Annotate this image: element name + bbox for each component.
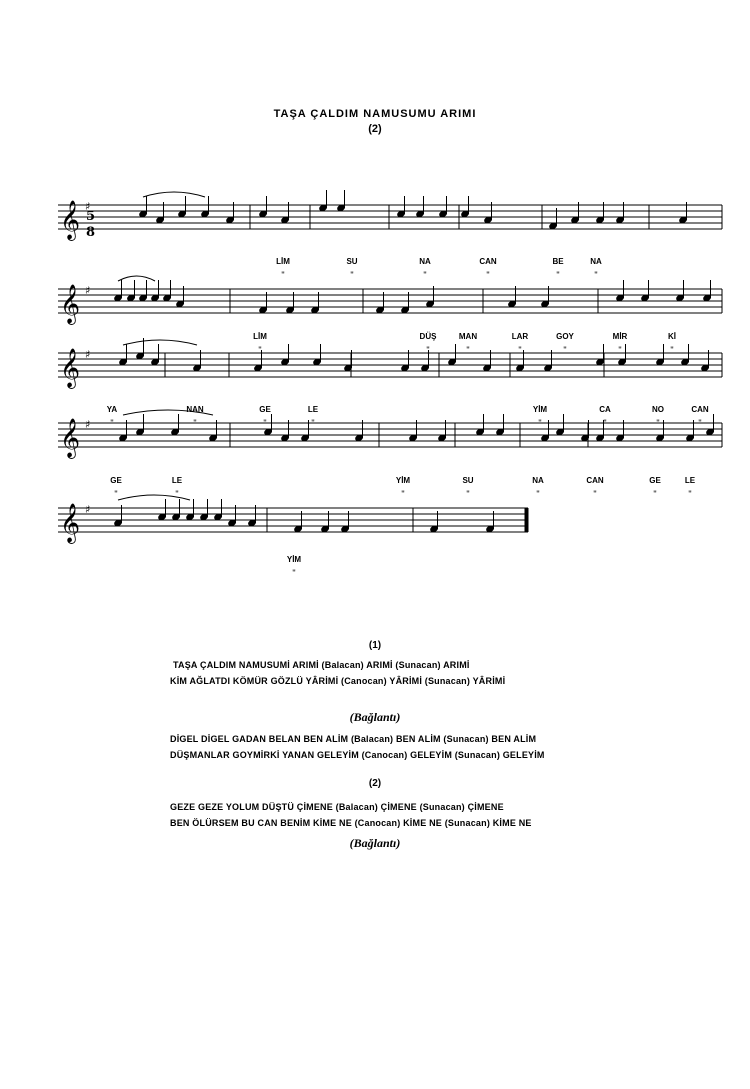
- ditto-mark: ": [593, 489, 597, 499]
- lyric-syllable: LAR: [511, 332, 529, 341]
- ditto-mark: ": [670, 345, 674, 355]
- verse-1-line-2: KİM AĞLATDI KÖMÜR GÖZLÜ YÂRİMİ (Canocan) YÂRİMİ (Sunacan) YÂRİMİ: [170, 676, 506, 686]
- ditto-mark: ": [466, 345, 470, 355]
- lyric-syllable: CAN: [691, 405, 709, 414]
- staves: [58, 205, 722, 532]
- treble-clef-icon: 𝄞: [60, 200, 81, 240]
- ditto-mark: ": [401, 489, 405, 499]
- song-title: TAŞA ÇALDIM NAMUSUMU ARIMI: [273, 108, 477, 120]
- lyric-syllable: SU: [346, 257, 358, 266]
- lyric-syllable: GE: [259, 405, 271, 414]
- ditto-mark: ": [175, 489, 179, 499]
- lyric-syllable: GOY: [556, 332, 574, 341]
- lyric-syllable: CA: [599, 405, 611, 414]
- sharp-icon: ♯: [85, 418, 91, 431]
- lyric-syllable: YİM: [532, 405, 548, 414]
- refrain-line-1: DİGEL DİGEL GADAN BELAN BEN ALİM (Balacan) BEN ALİM (Sunacan) BEN ALİM: [170, 734, 537, 744]
- ditto-mark: ": [594, 270, 598, 280]
- ditto-mark: ": [466, 489, 470, 499]
- verse-1-label: (1): [368, 640, 382, 651]
- lyric-syllable: LİM: [253, 332, 267, 341]
- lyric-syllable: LE: [684, 476, 696, 485]
- ditto-mark: ": [656, 418, 660, 428]
- treble-clef-icon: 𝄞: [60, 503, 81, 543]
- lyric-syllable: YİM: [286, 555, 302, 564]
- ditto-mark: ": [688, 489, 692, 499]
- ditto-mark: ": [518, 345, 522, 355]
- sharp-icon: ♯: [85, 348, 91, 361]
- lyric-syllable: NO: [652, 405, 664, 414]
- lyric-syllable: LİM: [276, 257, 290, 266]
- ditto-mark: ": [350, 270, 354, 280]
- ditto-mark: ": [114, 489, 118, 499]
- lyric-syllable: NA: [532, 476, 544, 485]
- time-signature-top: 5: [86, 209, 96, 224]
- lyric-syllable: CAN: [479, 257, 497, 266]
- ditto-mark: ": [263, 418, 267, 428]
- verse-2-line-2: BEN ÖLÜRSEM BU CAN BENİM KİME NE (Canocan) KİME NE (Sunacan) KİME NE: [170, 818, 532, 828]
- verse-2-line-1: GEZE GEZE YOLUM DÜŞTÜ ÇİMENE (Balacan) ÇİMENE (Sunacan) ÇİMENE: [170, 802, 504, 812]
- lyric-syllable: GE: [110, 476, 122, 485]
- ditto-mark: ": [281, 270, 285, 280]
- slur: [118, 276, 155, 281]
- verse-2-label: (2): [368, 778, 382, 789]
- lyric-syllable: YA: [106, 405, 118, 414]
- sharp-icon: ♯: [85, 200, 91, 213]
- ditto-mark: ": [538, 418, 542, 428]
- treble-clef-icon: 𝄞: [60, 418, 81, 458]
- ditto-mark: ": [563, 345, 567, 355]
- treble-clef-icon: 𝄞: [60, 348, 81, 388]
- ditto-mark: ": [653, 489, 657, 499]
- ditto-mark: ": [486, 270, 490, 280]
- lyric-syllable: YİM: [395, 476, 411, 485]
- treble-clef-icon: 𝄞: [60, 284, 81, 324]
- sharp-icon: ♯: [85, 503, 91, 516]
- slur: [123, 340, 197, 345]
- lyric-syllable: DÜŞ: [419, 332, 437, 341]
- slur: [143, 192, 205, 197]
- lyric-syllable: SU: [462, 476, 474, 485]
- lyric-syllable: BE: [552, 257, 564, 266]
- time-signature: [86, 209, 95, 240]
- ditto-mark: ": [618, 345, 622, 355]
- refrain-line-2: DÜŞMANLAR GOYMİRKİ YANAN GELEYİM (Canocan) GELEYİM (Sunacan) GELEYİM: [170, 750, 545, 760]
- ditto-mark: ": [311, 418, 315, 428]
- ditto-mark: ": [556, 270, 560, 280]
- lyric-syllable: NAN: [186, 405, 204, 414]
- ditto-mark: ": [698, 418, 702, 428]
- ditto-mark: ": [110, 418, 114, 428]
- ditto-mark: ": [292, 568, 296, 578]
- lyric-syllable: LE: [171, 476, 183, 485]
- lyric-syllable: NA: [419, 257, 431, 266]
- ditto-mark: ": [423, 270, 427, 280]
- lyrics-layer: [107, 257, 709, 578]
- lyric-syllable: Kİ: [668, 332, 676, 341]
- ditto-mark: ": [426, 345, 430, 355]
- lyric-syllable: CAN: [586, 476, 604, 485]
- sharp-icon: ♯: [85, 284, 91, 297]
- verse-1-line-1: TAŞA ÇALDIM NAMUSUMİ ARIMİ (Balacan) ARIMİ (Sunacan) ARIMİ: [173, 660, 470, 670]
- refrain-label-2: (Bağlantı): [349, 836, 401, 850]
- time-signature-bottom: 8: [86, 225, 96, 240]
- ditto-mark: ": [536, 489, 540, 499]
- ditto-mark: ": [603, 418, 607, 428]
- ditto-mark: ": [193, 418, 197, 428]
- ditto-mark: ": [258, 345, 262, 355]
- lyric-syllable: LE: [307, 405, 319, 414]
- song-subtitle: (2): [368, 123, 382, 135]
- lyric-syllable: GE: [649, 476, 661, 485]
- notes: [60, 190, 715, 544]
- lyric-syllable: MAN: [458, 332, 478, 341]
- lyric-syllable: MİR: [612, 332, 628, 341]
- lyric-syllable: NA: [590, 257, 602, 266]
- refrain-label-1: (Bağlantı): [349, 710, 401, 724]
